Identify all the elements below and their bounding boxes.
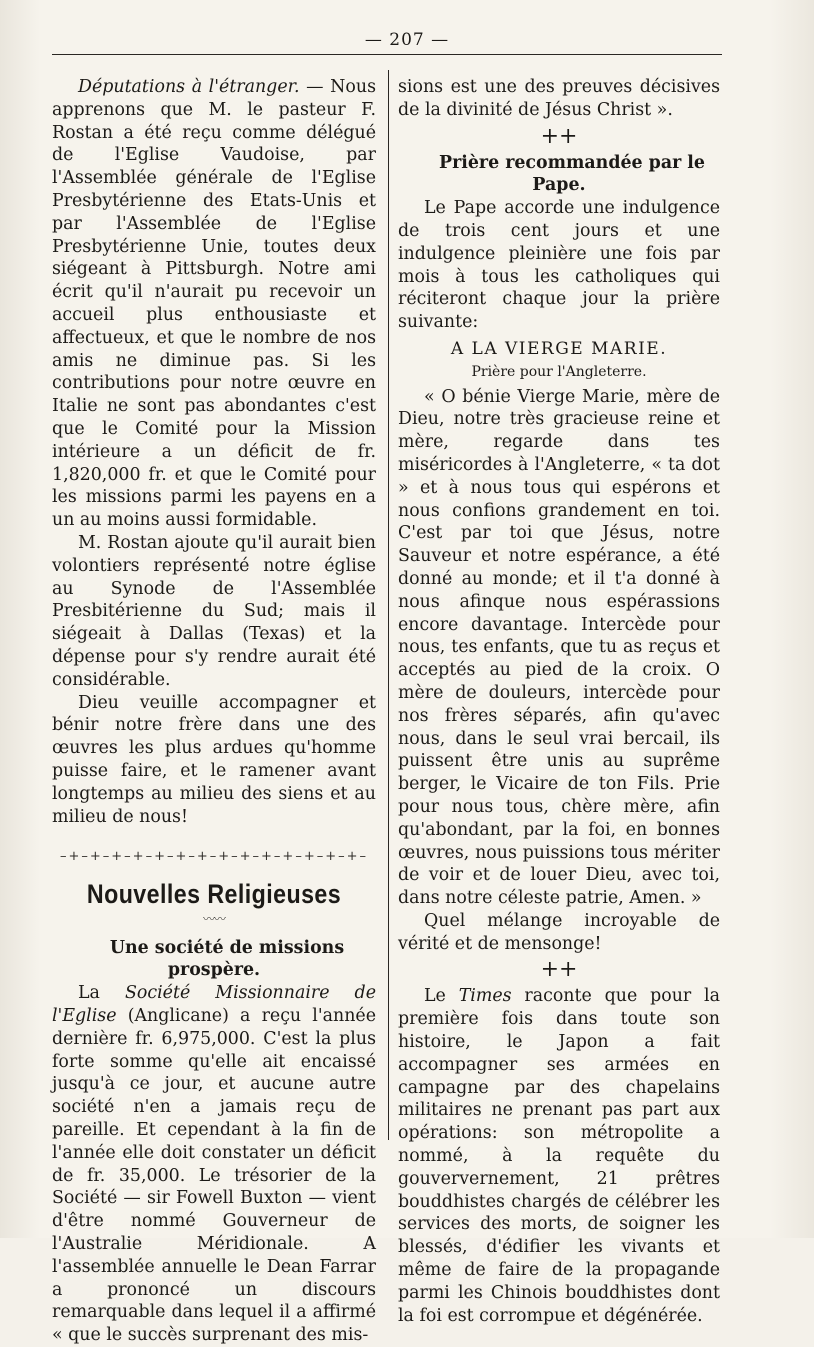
paragraph-society: [52, 982, 376, 1347]
section-title: Nouvelles Religieuses: [86, 879, 342, 910]
paragraph-indulgence: Le Pape accorde une indulgence de trois cent jours et une indulgence pleinière une fois par mois à tous les catholiques qui réciteront chaque jour la prière suivante:: [398, 198, 720, 333]
article-heading: Une société de missions prospère.: [109, 937, 345, 981]
cross-separator: ++: [540, 123, 578, 149]
paragraph-text: La: [78, 983, 125, 1004]
article-heading-prayer: Prière recommandée par le Pape.: [439, 152, 705, 196]
paragraph-continuation: sions est une des preuves décisives de la divinité de Jésus Christ ».: [398, 77, 720, 120]
paragraph-times: [398, 985, 720, 1327]
decorative-divider: –+–+–+–+–+–+–+–+–+–+–+–+–+–+–: [60, 849, 368, 865]
ornament-squiggle: 〰〰: [202, 911, 225, 926]
paragraph-text: Le: [424, 986, 459, 1007]
society-name: Société Missionnaire de l'Eglise: [52, 983, 376, 1027]
paragraph-text: (Anglicane) a reçu l'année dernière fr. 6,975,000. C'est la plus forte somme qu'elle ait encaissé jusqu'à ce jour, et aucune autre société n'en a jamais reçu de pareille. Et cependant à la fin de l'année elle doit constater un déficit de fr. 35,000. Le trésorier de la Société — sir Fowell Buxton — vient d'être nommé Gouverneur de l'Australie Méridionale. A l'assemblée annuelle le Dean Farrar a prononcé un discours remarquable dans lequel il a affirmé « que le succès surprenant des mis-: [52, 1006, 376, 1346]
right-column: [398, 76, 720, 1327]
paragraph-blessing: Dieu veuille accompagner et bénir notre frère dans une des œuvres les plus ardues qu'homme puisse faire, et le ramener avant longtemps au milieu des siens et au milieu de nous!: [52, 692, 376, 827]
prayer-title: A LA VIERGE MARIE.: [450, 338, 668, 359]
cross-separator: ++: [540, 957, 578, 983]
column-divider: [388, 70, 389, 1140]
prayer-text: « O bénie Vierge Marie, mère de Dieu, notre très gracieuse reine et mère, regarde dans tes miséricordes à l'Angleterre, « ta dot » et à nous tous qui espérons et nous confions grandement en toi. C'est par toi que Jésus, notre Sauveur et notre espérance, a été donné au monde; et il t'a donné à nous afinque nous espérassions encore davantage. Intercède pour nous, tes enfants, que tu as reçus et acceptés au pied de la croix. O mère de douleurs, intercède pour nos frères séparés, afin qu'avec nous, dans le seul vrai bercail, ils puissent être unis au suprême berger, le Vicaire de ton Fils. Prie pour nous tous, chère mère, afin qu'abondant, par la foi, en bonnes œuvres, nous puissions tous mériter de voir et de louer Dieu, avec toi, dans notre céleste patrie, Amen. »: [398, 386, 720, 909]
paragraph-rostan: M. Rostan ajoute qu'il aurait bien volontiers représenté notre église au Synode de l'Assemblée Presbitérienne du Sud; mais il siégeait à Dallas (Texas) et la dépense pour s'y rendre aurait été considérable.: [52, 532, 376, 690]
newspaper-name: Times: [458, 986, 512, 1007]
prayer-subtitle: Prière pour l'Angleterre.: [471, 363, 647, 380]
left-column: [52, 76, 376, 1347]
paragraph-text: raconte que pour la première fois dans toute son histoire, le Japon a fait accompagner ses armées en campagne par des chapelains militaires ne prenant pas part aux opérations: son métropolite a nommé, à la requête du gouververnement, 21 prêtres bouddhistes chargés de célébrer les services des morts, de soigner les blessés, d'édifier les vivants et même de faire de la propagande parmi les Chinois bouddhistes dont la foi est corrompue et dégénérée.: [398, 986, 720, 1326]
page-number: — 207 —: [364, 30, 450, 50]
paragraph-deputations: [52, 76, 376, 532]
run-in-heading: Députations à l'étranger.: [78, 77, 300, 97]
header-rule: [52, 54, 722, 55]
paragraph-text: — Nous apprenons que M. le pasteur F. Rostan a été reçu comme délégué de l'Eglise Vaudoise, par l'Assemblée générale de l'Eglise Presbytérienne des Etats-Unis et par l'Assemblée de l'Eglise Presbytérienne Unie, toutes deux siégeant à Pittsburgh. Notre ami écrit qu'il n'aurait pu recevoir un accueil plus enthousiaste et affectueux, et que le nombre de nos amis ne diminue pas. Si les contributions pour notre œuvre en Italie ne sont pas abondantes c'est que le Comité pour la Mission intérieure a un déficit de fr. 1,820,000 fr. et que le Comité pour les missions parmi les payens en a un au moins aussi formidable.: [52, 77, 376, 531]
paragraph-comment: Quel mélange incroyable de vérité et de mensonge!: [398, 910, 720, 954]
